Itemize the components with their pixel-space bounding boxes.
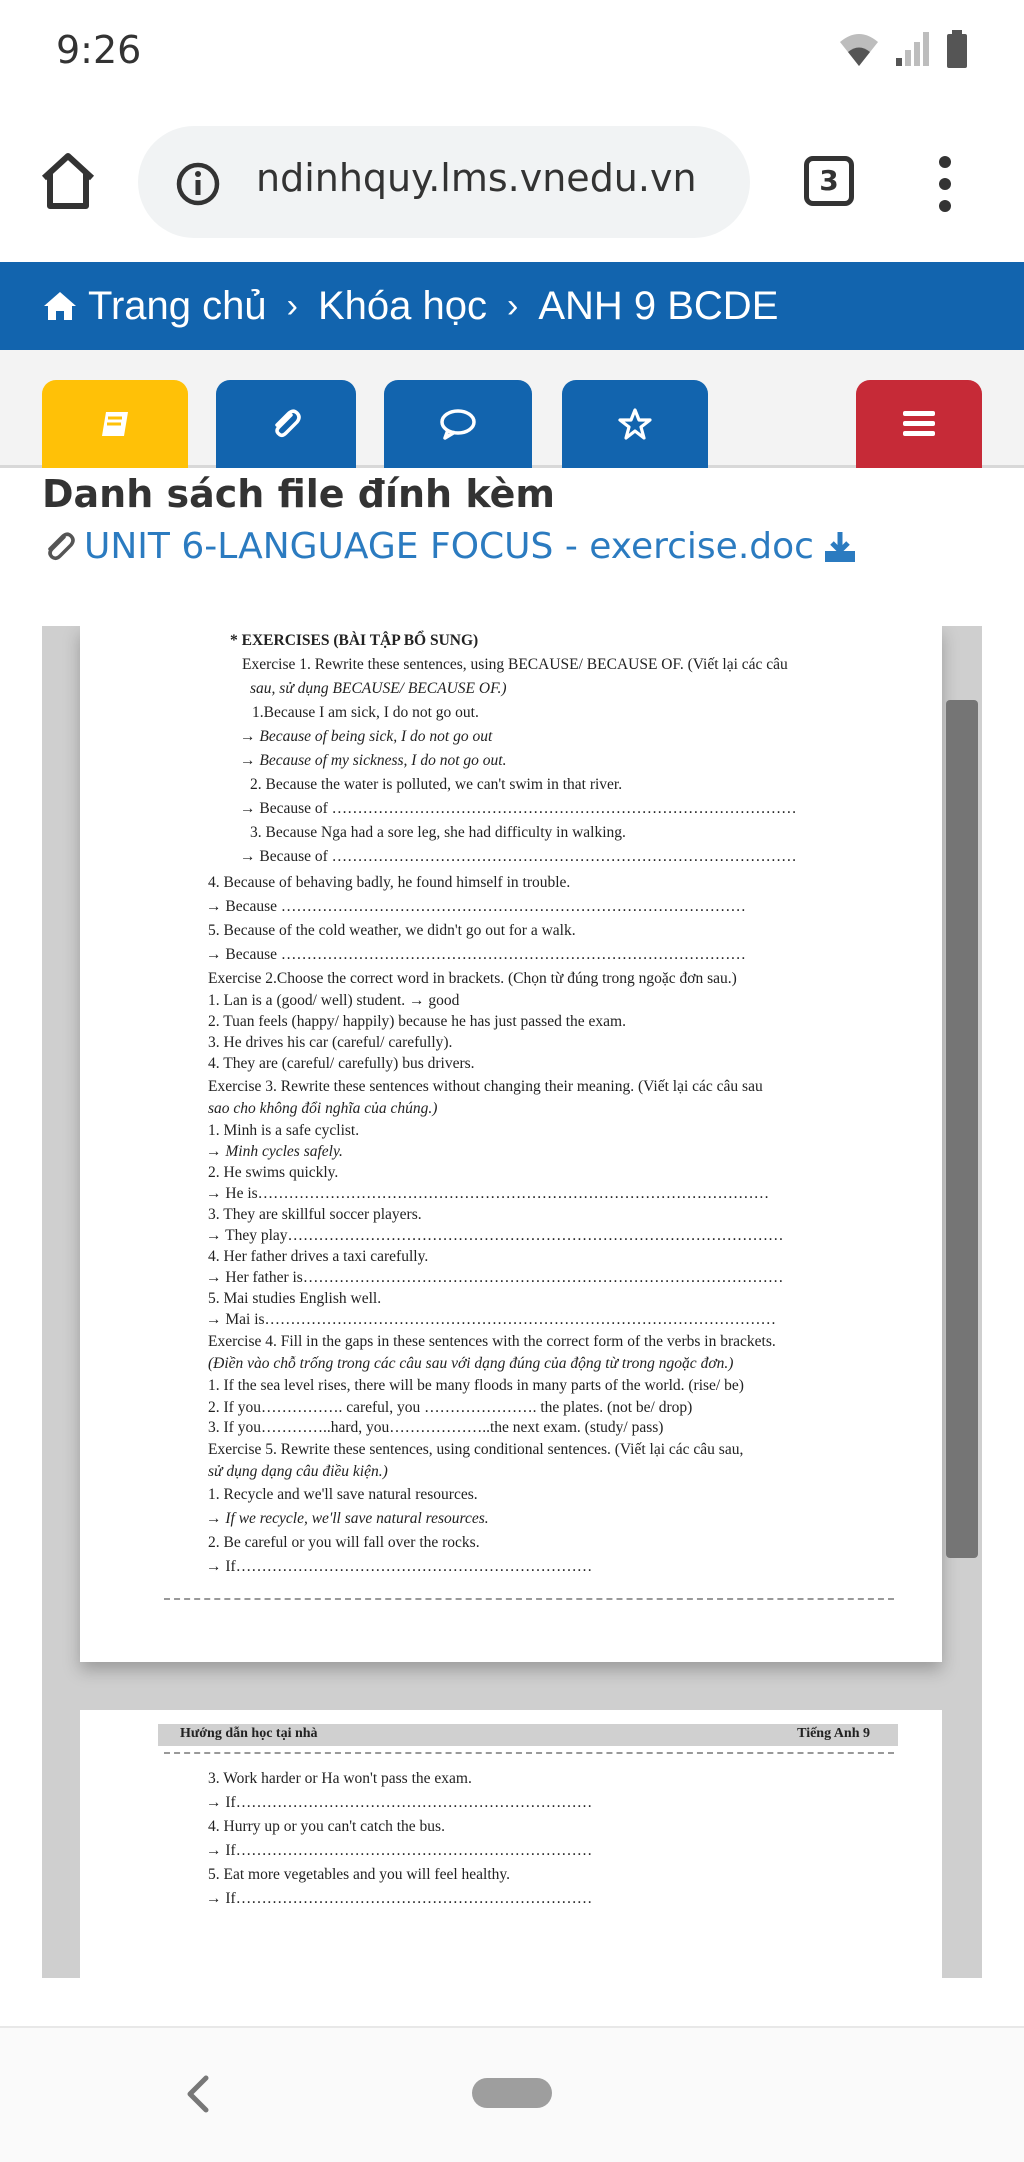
doc-line: 2. If you……………. careful, you …………………. the plates. (not be/ drop)	[208, 1399, 693, 1416]
home-icon	[42, 290, 78, 322]
doc-line: 4. Her father drives a taxi carefully.	[208, 1248, 429, 1265]
doc-line: Exercise 2.Choose the correct word in brackets. (Chọn từ đúng trong ngoặc đơn sau.)	[208, 970, 737, 987]
page-header-right: Tiếng Anh 9	[797, 1726, 870, 1741]
document-page-1	[80, 626, 942, 1662]
doc-line: 4. They are (careful/ carefully) bus drivers.	[208, 1055, 475, 1072]
doc-line: 2. Be careful or you will fall over the rocks.	[208, 1534, 480, 1551]
paperclip-icon	[269, 407, 303, 441]
status-time: 9:26	[56, 28, 142, 72]
doc-line: 3. Because Nga had a sore leg, she had difficulty in walking.	[250, 824, 626, 841]
status-bar	[0, 0, 1024, 108]
breadcrumb-courses[interactable]: Khóa học	[317, 283, 487, 328]
breadcrumb-current[interactable]: ANH 9 BCDE	[538, 283, 779, 328]
doc-line: sau, sử dụng BECAUSE/ BECAUSE OF.)	[250, 680, 507, 697]
breadcrumb-separator: ›	[286, 286, 298, 325]
doc-line: → Because ………………………………………………………………………………	[206, 898, 746, 915]
doc-line: (Điền vào chỗ trống trong các câu sau với dạng đúng của động từ trong ngoặc đơn.)	[208, 1355, 734, 1372]
doc-line: 3. Work harder or Ha won't pass the exam.	[208, 1770, 472, 1787]
doc-line: 2. He swims quickly.	[208, 1164, 339, 1181]
doc-line: Exercise 1. Rewrite these sentences, using BECAUSE/ BECAUSE OF. (Viết lại các câu	[242, 656, 788, 673]
tab-comments[interactable]	[384, 380, 532, 468]
document-scrollbar[interactable]	[946, 700, 978, 1558]
doc-line: 3. He drives his car (careful/ carefully).	[208, 1034, 453, 1051]
back-icon[interactable]	[182, 2074, 214, 2114]
doc-line: → If……………………………………………………………	[206, 1890, 593, 1907]
page-divider-line	[164, 1598, 894, 1600]
document-page-2	[80, 1710, 942, 1978]
overflow-menu-icon[interactable]	[930, 154, 960, 214]
attachment-file-link[interactable]	[42, 526, 858, 567]
doc-line: 1. Lan is a (good/ well) student. → good	[208, 992, 460, 1009]
status-icons	[838, 30, 968, 68]
doc-line: → Because ………………………………………………………………………………	[206, 946, 746, 963]
tab-menu[interactable]	[856, 380, 982, 468]
breadcrumb	[0, 262, 1024, 350]
tab-lesson[interactable]	[42, 380, 188, 468]
breadcrumb-home[interactable]	[42, 284, 267, 329]
home-icon[interactable]	[38, 148, 98, 212]
star-icon	[617, 407, 653, 441]
doc-line: 2. Because the water is polluted, we can't swim in that river.	[250, 776, 623, 793]
battery-icon	[946, 30, 968, 68]
doc-line: 5. Mai studies English well.	[208, 1290, 382, 1307]
doc-line: Exercise 5. Rewrite these sentences, using conditional sentences. (Viết lại các câu sau,	[208, 1441, 744, 1458]
page-header	[158, 1724, 898, 1746]
url-bar[interactable]	[138, 126, 750, 238]
wifi-icon	[838, 30, 880, 68]
download-icon[interactable]	[822, 529, 858, 565]
doc-line: → Mai is………………………………………………………………………………………	[206, 1311, 777, 1328]
doc-line: → Her father is…………………………………………………………………………………	[206, 1269, 784, 1286]
doc-line: 4. Hurry up or you can't catch the bus.	[208, 1818, 445, 1835]
doc-line: sao cho không đổi nghĩa của chúng.)	[208, 1100, 438, 1117]
doc-line: 5. Eat more vegetables and you will feel healthy.	[208, 1866, 511, 1883]
doc-line: → Because of ………………………………………………………………………………	[240, 800, 797, 817]
doc-line: 1. Minh is a safe cyclist.	[208, 1122, 360, 1139]
doc-line: → If……………………………………………………………	[206, 1842, 593, 1859]
doc-line: 4. Because of behaving badly, he found himself in trouble.	[208, 874, 571, 891]
browser-toolbar	[0, 108, 1024, 260]
url-text[interactable]: ndinhquy.lms.vnedu.vn	[256, 156, 697, 200]
doc-line: → Minh cycles safely.	[206, 1143, 343, 1160]
doc-line: → Because of being sick, I do not go out	[240, 728, 493, 745]
doc-line: → Because of my sickness, I do not go out.	[240, 752, 507, 769]
doc-line: → If……………………………………………………………	[206, 1558, 593, 1575]
doc-line: Exercise 3. Rewrite these sentences without changing their meaning. (Viết lại các câu sau	[208, 1078, 763, 1095]
doc-line: 1. If the sea level rises, there will be many floods in many parts of the world. (rise/ be)	[208, 1377, 744, 1394]
page-header-left: Hướng dẫn học tại nhà	[180, 1726, 318, 1741]
doc-line: 3. If you…………..hard, you………………..the next exam. (study/ pass)	[208, 1419, 664, 1436]
book-icon	[98, 408, 132, 440]
doc-line: 1.Because I am sick, I do not go out.	[252, 704, 479, 721]
document-viewer[interactable]	[42, 626, 982, 1978]
page-divider-line	[164, 1752, 894, 1754]
doc-line: → He is………………………………………………………………………………………	[206, 1185, 770, 1202]
home-pill-button[interactable]	[472, 2078, 552, 2108]
doc-line: * EXERCISES (BÀI TẬP BỔ SUNG)	[230, 632, 479, 649]
comment-icon	[439, 407, 477, 441]
doc-line: sử dụng dạng câu điều kiện.)	[208, 1463, 388, 1480]
paperclip-icon	[42, 529, 76, 565]
attachments-title: Danh sách file đính kèm	[42, 472, 555, 516]
system-nav-bar	[0, 2028, 1024, 2162]
attachment-file-name[interactable]: UNIT 6-LANGUAGE FOCUS - exercise.doc	[84, 526, 814, 567]
doc-line: 3. They are skillful soccer players.	[208, 1206, 422, 1223]
doc-line: → They play……………………………………………………………………………………	[206, 1227, 784, 1244]
breadcrumb-separator: ›	[506, 286, 519, 325]
action-tabs	[0, 350, 1024, 468]
signal-icon	[894, 30, 932, 68]
breadcrumb-home-label: Trang chủ	[88, 283, 267, 328]
tab-favorites[interactable]	[562, 380, 708, 468]
doc-line: Exercise 4. Fill in the gaps in these sentences with the correct form of the verbs in brackets.	[208, 1333, 776, 1350]
tab-attachments[interactable]	[216, 380, 356, 468]
tab-switcher-button[interactable]: 3	[804, 156, 854, 206]
doc-line: → If……………………………………………………………	[206, 1794, 593, 1811]
doc-line: → Because of ………………………………………………………………………………	[240, 848, 797, 865]
doc-line: 2. Tuan feels (happy/ happily) because he has just passed the exam.	[208, 1013, 626, 1030]
info-icon[interactable]	[176, 162, 220, 206]
doc-line: 5. Because of the cold weather, we didn't go out for a walk.	[208, 922, 576, 939]
hamburger-icon	[901, 408, 937, 440]
doc-line: 1. Recycle and we'll save natural resources.	[208, 1486, 478, 1503]
doc-line: → If we recycle, we'll save natural resources.	[206, 1510, 489, 1527]
